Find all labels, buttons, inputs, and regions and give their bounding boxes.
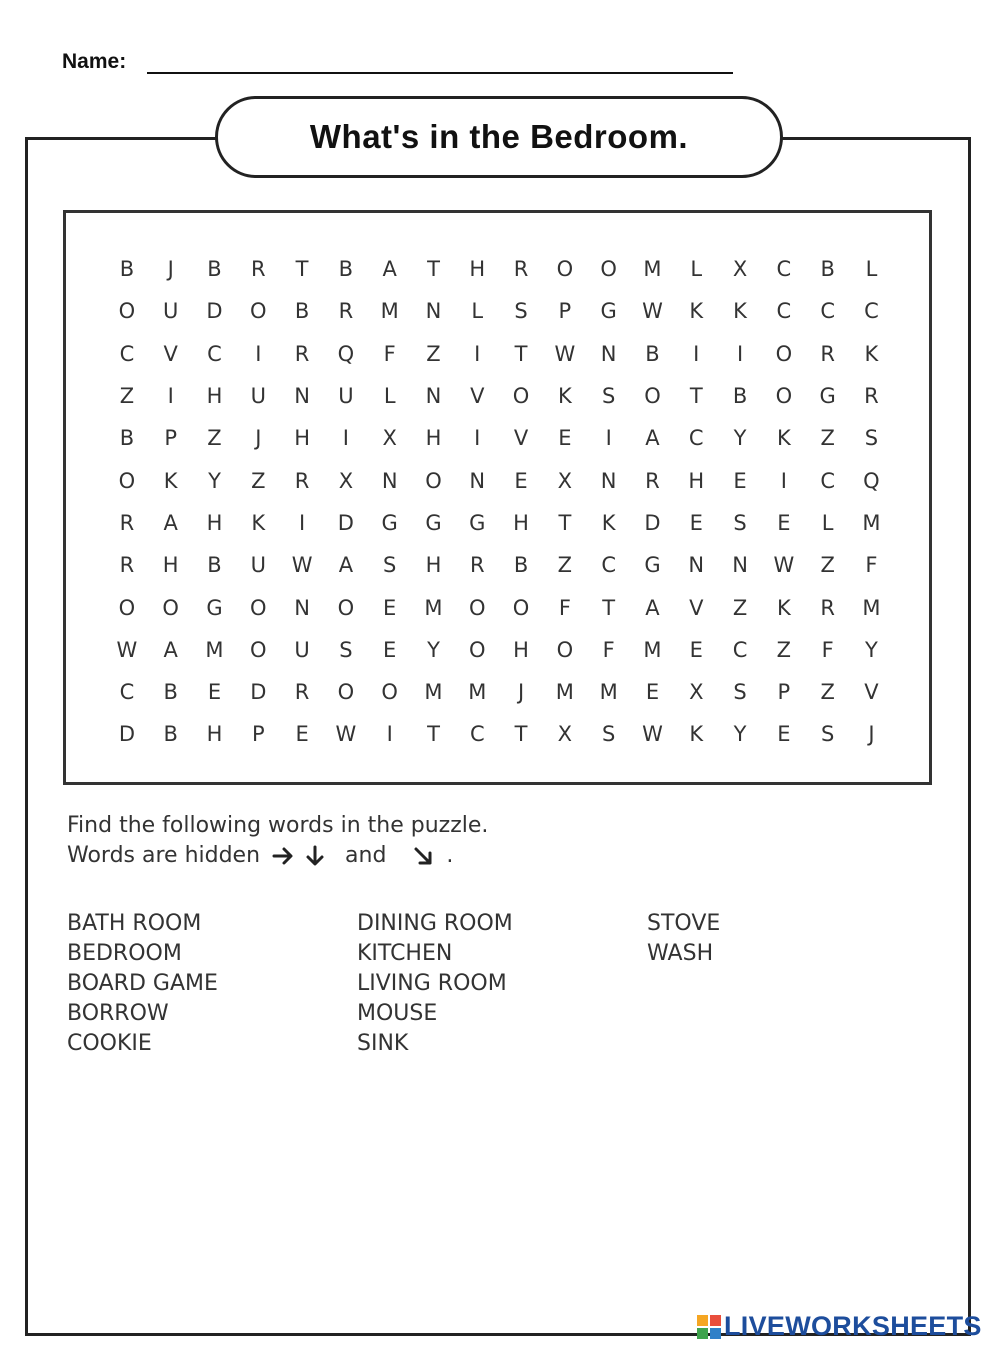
grid-letter[interactable]: D <box>644 510 661 535</box>
grid-letter[interactable]: S <box>383 553 397 578</box>
grid-letter[interactable]: K <box>251 510 266 535</box>
grid-letter[interactable]: Z <box>820 553 835 578</box>
instructions-line-1: Find the following words in the puzzle. <box>67 813 489 838</box>
grid-letter[interactable]: T <box>295 257 309 282</box>
grid-letter[interactable]: I <box>255 341 262 366</box>
grid-letter[interactable]: O <box>600 257 617 282</box>
grid-letter[interactable]: G <box>644 553 661 578</box>
grid-letter[interactable]: E <box>733 468 747 493</box>
grid-letter[interactable]: K <box>776 426 791 451</box>
grid-letter[interactable]: U <box>250 553 266 578</box>
grid-letter[interactable]: R <box>294 341 310 366</box>
grid-letter[interactable]: I <box>342 426 349 451</box>
grid-letter[interactable]: M <box>643 257 662 282</box>
grid-letter[interactable]: I <box>605 426 612 451</box>
grid-letter[interactable]: H <box>294 426 310 451</box>
grid-letter[interactable]: K <box>776 595 791 620</box>
grid-letter[interactable]: R <box>250 257 266 282</box>
grid-letter[interactable]: S <box>820 722 835 747</box>
grid-letter[interactable]: O <box>337 595 355 620</box>
word-item: BEDROOM <box>67 941 182 966</box>
grid-letter[interactable]: Y <box>427 637 440 662</box>
arrow-right-icon <box>271 844 295 868</box>
grid-letter[interactable]: K <box>689 299 704 324</box>
grid-letter[interactable]: N <box>469 468 486 493</box>
grid-letter[interactable]: P <box>251 722 265 747</box>
grid-letter[interactable]: B <box>207 553 222 578</box>
grid-letter[interactable]: F <box>558 595 571 620</box>
grid-letter[interactable]: H <box>688 468 705 493</box>
grid-letter[interactable]: Y <box>733 722 747 747</box>
word-item: BATH ROOM <box>67 911 202 936</box>
grid-letter[interactable]: Z <box>776 637 792 662</box>
grid-letter[interactable]: S <box>733 510 747 535</box>
grid-letter[interactable]: M <box>468 680 487 705</box>
grid-letter[interactable]: I <box>736 341 744 366</box>
grid-letter[interactable]: G <box>469 510 486 535</box>
grid-letter[interactable]: N <box>425 384 442 409</box>
grid-letter[interactable]: O <box>469 637 486 662</box>
grid-letter[interactable]: F <box>383 341 396 366</box>
grid-letter[interactable]: E <box>295 722 309 747</box>
grid-letter[interactable]: L <box>471 299 484 324</box>
word-item: STOVE <box>647 911 721 936</box>
grid-letter[interactable]: G <box>206 595 223 620</box>
grid-letter[interactable]: G <box>600 299 617 324</box>
grid-letter[interactable]: A <box>163 637 178 662</box>
grid-letter[interactable]: K <box>733 299 747 324</box>
grid-letter[interactable]: W <box>642 722 663 747</box>
grid-letter[interactable]: C <box>119 341 135 366</box>
grid-letter[interactable]: X <box>557 468 573 493</box>
grid-letter[interactable]: I <box>386 722 393 747</box>
grid-letter[interactable]: O <box>775 384 793 409</box>
grid-letter[interactable]: X <box>382 426 397 451</box>
grid-letter[interactable]: O <box>469 595 486 620</box>
grid-letter[interactable]: H <box>513 510 529 535</box>
grid-letter[interactable]: R <box>645 468 660 493</box>
word-item: BORROW <box>67 1001 169 1026</box>
word-item: BOARD GAME <box>67 971 218 996</box>
grid-letter[interactable]: O <box>775 341 793 366</box>
grid-letter[interactable]: A <box>338 553 354 578</box>
grid-letter[interactable]: S <box>601 722 616 747</box>
grid-letter[interactable]: T <box>558 510 572 535</box>
grid-letter[interactable]: K <box>557 384 572 409</box>
instructions-and: and <box>345 843 387 868</box>
grid-letter[interactable]: Y <box>733 426 747 451</box>
grid-letter[interactable]: E <box>383 595 397 620</box>
grid-letter[interactable]: M <box>424 595 443 620</box>
grid-letter[interactable]: W <box>642 299 663 324</box>
grid-letter[interactable]: O <box>250 595 267 620</box>
grid-letter[interactable]: F <box>821 637 834 662</box>
grid-letter[interactable]: C <box>207 341 222 366</box>
grid-letter[interactable]: U <box>250 384 266 409</box>
grid-letter[interactable]: I <box>693 341 700 366</box>
grid-letter[interactable]: P <box>777 680 791 705</box>
grid-letter[interactable]: B <box>119 257 135 282</box>
word-item: MOUSE <box>357 1001 438 1026</box>
word-item: LIVING ROOM <box>357 971 507 996</box>
grid-letter[interactable]: O <box>337 680 355 705</box>
grid-letter[interactable]: B <box>207 257 222 282</box>
grid-letter[interactable]: H <box>206 722 223 747</box>
word-item: WASH <box>647 941 714 966</box>
grid-letter[interactable]: Z <box>426 341 441 366</box>
grid-letter[interactable]: Z <box>119 384 135 409</box>
grid-letter[interactable]: T <box>427 257 440 282</box>
grid-letter[interactable]: O <box>118 595 136 620</box>
grid-letter[interactable]: Q <box>337 341 355 366</box>
grid-letter[interactable]: D <box>206 299 223 324</box>
grid-letter[interactable]: S <box>733 680 747 705</box>
grid-letter[interactable]: O <box>644 384 661 409</box>
grid-letter[interactable]: T <box>427 722 440 747</box>
word-list-column-2 <box>357 909 513 1059</box>
grid-letter[interactable]: R <box>469 553 485 578</box>
grid-letter[interactable]: V <box>163 341 178 366</box>
grid-letter[interactable]: J <box>868 722 875 747</box>
grid-letter[interactable]: Z <box>251 468 266 493</box>
title-banner <box>215 96 783 178</box>
grid-letter[interactable]: N <box>688 553 705 578</box>
grid-letter[interactable]: X <box>338 468 354 493</box>
grid-letter[interactable]: B <box>338 257 354 282</box>
grid-letter[interactable]: R <box>820 595 835 620</box>
grid-letter[interactable]: H <box>206 510 223 535</box>
arrow-down-right-icon <box>411 844 435 868</box>
grid-letter[interactable]: O <box>512 595 530 620</box>
grid-letter[interactable]: A <box>645 426 660 451</box>
grid-letter[interactable]: R <box>864 384 879 409</box>
grid-letter[interactable]: Z <box>820 426 835 451</box>
grid-letter[interactable]: C <box>820 299 835 324</box>
grid-letter[interactable]: G <box>425 510 442 535</box>
word-search-grid[interactable] <box>105 248 893 756</box>
grid-letter[interactable]: C <box>469 722 485 747</box>
grid-letter[interactable]: T <box>602 595 616 620</box>
grid-letter[interactable]: T <box>689 384 703 409</box>
grid-letter[interactable]: O <box>118 468 136 493</box>
grid-letter[interactable]: V <box>864 680 879 705</box>
grid-letter[interactable]: H <box>513 637 529 662</box>
grid-letter[interactable]: D <box>337 510 354 535</box>
grid-letter[interactable]: I <box>167 384 174 409</box>
grid-letter[interactable]: D <box>118 722 135 747</box>
grid-letter[interactable]: A <box>163 510 178 535</box>
grid-letter[interactable]: J <box>167 257 174 282</box>
grid-letter[interactable]: H <box>425 426 442 451</box>
grid-letter[interactable]: J <box>255 426 262 451</box>
grid-letter[interactable]: U <box>338 384 354 409</box>
grid-letter[interactable]: O <box>162 595 179 620</box>
grid-letter[interactable]: G <box>819 384 836 409</box>
grid-letter[interactable]: F <box>865 553 878 578</box>
grid-letter[interactable]: H <box>206 384 223 409</box>
grid-letter[interactable]: O <box>250 637 267 662</box>
grid-letter[interactable]: X <box>689 680 704 705</box>
grid-letter[interactable]: M <box>862 595 881 620</box>
grid-letter[interactable]: R <box>513 257 529 282</box>
grid-letter[interactable]: O <box>425 468 442 493</box>
grid-letter[interactable]: C <box>820 468 835 493</box>
grid-letter[interactable]: C <box>119 680 135 705</box>
grid-letter[interactable]: R <box>119 510 135 535</box>
grid-letter[interactable]: W <box>335 722 357 747</box>
grid-letter[interactable]: B <box>294 299 310 324</box>
grid-letter[interactable]: C <box>776 299 792 324</box>
grid-letter[interactable]: V <box>689 595 704 620</box>
grid-letter[interactable]: O <box>512 384 530 409</box>
grid-letter[interactable]: H <box>469 257 486 282</box>
grid-letter[interactable]: V <box>470 384 485 409</box>
grid-letter[interactable]: O <box>381 680 398 705</box>
grid-letter[interactable]: E <box>558 426 572 451</box>
grid-letter[interactable]: B <box>732 384 748 409</box>
grid-letter[interactable]: B <box>119 426 135 451</box>
grid-letter[interactable]: Y <box>208 468 221 493</box>
grid-letter[interactable]: A <box>382 257 397 282</box>
word-item: COOKIE <box>67 1031 152 1056</box>
grid-letter[interactable]: M <box>643 637 662 662</box>
grid-letter[interactable]: N <box>425 299 442 324</box>
grid-letter[interactable]: E <box>689 637 703 662</box>
word-item: KITCHEN <box>357 941 453 966</box>
grid-letter[interactable]: X <box>732 257 748 282</box>
grid-letter[interactable]: Q <box>863 468 880 493</box>
grid-letter[interactable]: M <box>555 680 574 705</box>
grid-letter[interactable]: K <box>689 722 704 747</box>
grid-letter[interactable]: O <box>250 299 267 324</box>
grid-letter[interactable]: K <box>864 341 879 366</box>
grid-letter[interactable]: S <box>601 384 616 409</box>
grid-letter[interactable]: R <box>820 341 835 366</box>
grid-letter[interactable]: X <box>557 722 573 747</box>
grid-letter[interactable]: B <box>513 553 529 578</box>
word-item: SINK <box>357 1031 409 1056</box>
grid-letter[interactable]: E <box>383 637 397 662</box>
grid-letter[interactable]: V <box>513 426 529 451</box>
grid-letter[interactable]: Z <box>557 553 573 578</box>
grid-letter[interactable]: Z <box>207 426 222 451</box>
grid-letter[interactable]: O <box>556 637 574 662</box>
grid-letter[interactable]: W <box>773 553 795 578</box>
grid-letter[interactable]: W <box>554 341 576 366</box>
grid-letter[interactable]: M <box>205 637 224 662</box>
grid-letter[interactable]: I <box>474 341 481 366</box>
grid-letter[interactable]: B <box>163 680 178 705</box>
grid-letter[interactable]: T <box>514 722 528 747</box>
grid-letter[interactable]: N <box>600 341 617 366</box>
grid-letter[interactable]: W <box>116 637 138 662</box>
grid-letter[interactable]: E <box>777 722 791 747</box>
grid-letter[interactable]: E <box>777 510 791 535</box>
grid-letter[interactable]: H <box>425 553 442 578</box>
liveworksheets-logo-icon <box>697 1315 721 1339</box>
word-list-column-1 <box>67 909 218 1059</box>
grid-letter[interactable]: E <box>645 680 660 705</box>
grid-letter[interactable]: I <box>298 510 306 535</box>
grid-letter[interactable]: B <box>163 722 178 747</box>
grid-letter[interactable]: L <box>690 257 703 282</box>
grid-letter[interactable]: W <box>291 553 313 578</box>
grid-letter[interactable]: T <box>514 341 528 366</box>
grid-letter[interactable]: S <box>339 637 353 662</box>
word-list-column-3 <box>647 909 720 969</box>
grid-letter[interactable]: N <box>294 384 310 409</box>
grid-letter[interactable]: H <box>162 553 179 578</box>
grid-letter[interactable]: S <box>864 426 879 451</box>
grid-letter[interactable]: R <box>294 468 310 493</box>
grid-letter[interactable]: Z <box>820 680 835 705</box>
grid-letter[interactable]: L <box>383 384 396 409</box>
instructions-prefix: Words are hidden <box>67 843 261 868</box>
name-input-line[interactable] <box>147 72 733 74</box>
grid-letter[interactable]: A <box>645 595 660 620</box>
instructions-line-2 <box>67 843 453 868</box>
grid-letter[interactable]: R <box>119 553 135 578</box>
grid-letter[interactable]: M <box>599 680 618 705</box>
grid-letter[interactable]: E <box>207 680 222 705</box>
grid-letter[interactable]: C <box>776 257 792 282</box>
grid-letter[interactable]: K <box>601 510 616 535</box>
grid-letter[interactable]: M <box>862 510 881 535</box>
grid-letter[interactable]: N <box>600 468 617 493</box>
grid-letter[interactable]: N <box>732 553 748 578</box>
grid-letter[interactable]: E <box>514 468 528 493</box>
grid-letter[interactable]: Z <box>732 595 748 620</box>
grid-letter[interactable]: Y <box>865 637 878 662</box>
grid-letter[interactable]: C <box>732 637 748 662</box>
liveworksheets-logo[interactable] <box>697 1311 982 1342</box>
arrow-down-icon <box>303 844 327 868</box>
grid-letter[interactable]: E <box>689 510 703 535</box>
name-label: Name: <box>62 50 127 73</box>
grid-letter[interactable]: B <box>820 257 835 282</box>
grid-letter[interactable]: L <box>821 510 834 535</box>
logo-text: LIVEWORKSHEETS <box>724 1311 982 1341</box>
grid-letter[interactable]: C <box>688 426 704 451</box>
grid-letter[interactable]: N <box>381 468 398 493</box>
grid-letter[interactable]: M <box>380 299 399 324</box>
grid-letter[interactable]: C <box>601 553 616 578</box>
grid-letter[interactable]: S <box>514 299 528 324</box>
grid-letter[interactable]: O <box>556 257 574 282</box>
grid-letter[interactable]: N <box>294 595 310 620</box>
word-item: DINING ROOM <box>357 911 513 936</box>
grid-letter[interactable]: K <box>163 468 178 493</box>
grid-letter[interactable]: P <box>164 426 178 451</box>
grid-letter[interactable]: I <box>780 468 787 493</box>
grid-letter[interactable]: D <box>250 680 267 705</box>
grid-letter[interactable]: M <box>424 680 443 705</box>
grid-letter[interactable]: P <box>558 299 572 324</box>
instructions-suffix: . <box>446 843 454 868</box>
page-title: What's in the Bedroom. <box>309 118 689 155</box>
grid-letter[interactable]: R <box>294 680 310 705</box>
grid-letter[interactable]: O <box>118 299 136 324</box>
grid-letter[interactable]: F <box>602 637 615 662</box>
grid-letter[interactable]: J <box>517 680 525 705</box>
grid-letter[interactable]: C <box>864 299 879 324</box>
grid-letter[interactable]: L <box>865 257 878 282</box>
grid-letter[interactable]: G <box>381 510 398 535</box>
grid-letter[interactable]: B <box>645 341 660 366</box>
grid-letter[interactable]: U <box>163 299 179 324</box>
grid-letter[interactable]: U <box>294 637 310 662</box>
grid-letter[interactable]: R <box>338 299 354 324</box>
grid-letter[interactable]: I <box>474 426 481 451</box>
